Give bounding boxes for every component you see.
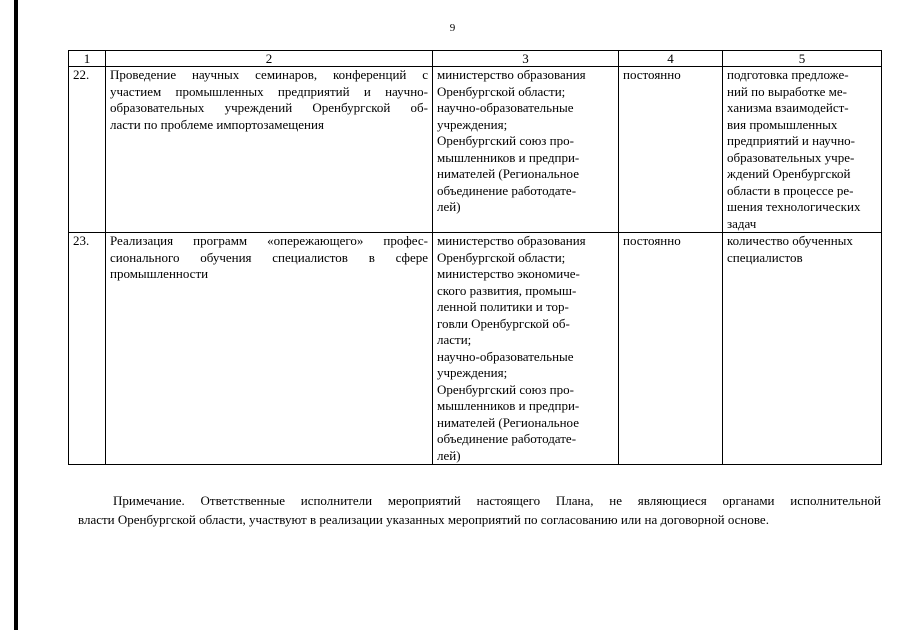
executor-line: говли Оренбургской об- (437, 315, 570, 331)
column-header-5: 5 (723, 51, 882, 67)
executor-line: ского развития, промыш- (437, 282, 577, 298)
column-header-3: 3 (433, 51, 619, 67)
executor-line: министерство образования (437, 67, 586, 82)
executor-line: учреждения; (437, 365, 508, 380)
execution-term: постоянно (619, 67, 723, 233)
executor-line: Оренбургской области; (437, 249, 566, 265)
measure-name-line: ласти по проблеме импортозамещения (110, 116, 324, 132)
executor-line: учреждения; (437, 116, 508, 132)
executor-line: министерство экономиче- (437, 266, 580, 281)
note-line: Примечание. Ответственные исполнители мероприятий настоящего Плана, не являющиеся органами исполнительной (113, 493, 881, 508)
page-number: 9 (449, 22, 456, 34)
execution-term: постоянно (619, 233, 723, 465)
responsible-executors (433, 67, 619, 233)
column-header-4: 4 (619, 51, 723, 67)
result-line: специалистов (727, 249, 803, 265)
executor-line: Оренбургский союз про- (437, 381, 574, 397)
executor-line: мышленников и предпри- (437, 149, 580, 165)
result-line: количество обученных (727, 233, 853, 248)
note-paragraph (78, 491, 881, 529)
executor-line: объединение работодате- (437, 182, 577, 198)
measure-name-line: промышленности (110, 266, 209, 281)
executor-line: нимателей (Региональное (437, 414, 579, 430)
measures-table (68, 50, 882, 465)
expected-result (723, 233, 882, 465)
executor-line: лей) (437, 447, 461, 463)
result-line: области в процессе ре- (727, 182, 854, 198)
result-line: ждений Оренбургской (727, 166, 851, 181)
measure-name-line: сионального обучения специалистов в сфере (110, 249, 428, 265)
row-number: 22. (69, 67, 106, 233)
measure-name (106, 233, 433, 465)
result-line: подготовка предложе- (727, 67, 849, 82)
measure-name-line: участием промышленных предприятий и научно- (110, 83, 428, 99)
table-row-23 (69, 233, 882, 465)
result-line: вия промышленных (727, 116, 838, 132)
executor-line: ласти; (437, 332, 472, 347)
executor-line: нимателей (Региональное (437, 166, 579, 181)
column-header-1: 1 (69, 51, 106, 67)
executor-line: научно-образовательные (437, 348, 574, 364)
executor-line: Оренбургской области; (437, 83, 566, 99)
result-line: ний по выработке ме- (727, 83, 847, 99)
measure-name (106, 67, 433, 233)
responsible-executors (433, 233, 619, 465)
scan-edge-bar (14, 0, 18, 630)
result-line: задач (727, 215, 757, 231)
result-line: образовательных учре- (727, 149, 855, 165)
expected-result (723, 67, 882, 233)
result-line: шения технологических (727, 199, 861, 214)
result-line: предприятий и научно- (727, 133, 856, 148)
executor-line: научно-образовательные (437, 100, 574, 115)
note-line: власти Оренбургской области, участвуют в реализации указанных мероприятий по согласованию или на договорной основе. (78, 512, 769, 527)
executor-line: ленной политики и тор- (437, 299, 569, 314)
column-header-2: 2 (106, 51, 433, 67)
executor-line: Оренбургский союз про- (437, 133, 574, 148)
measure-name-line: образовательных учреждений Оренбургской об- (110, 100, 428, 115)
measure-name-line: Проведение научных семинаров, конференций с (110, 67, 428, 82)
executor-line: мышленников и предпри- (437, 398, 580, 413)
table-header-row (69, 51, 882, 67)
table-row-22 (69, 67, 882, 233)
executor-line: лей) (437, 199, 461, 214)
result-line: ханизма взаимодейст- (727, 100, 849, 115)
row-number: 23. (69, 233, 106, 465)
measure-name-line: Реализация программ «опережающего» профес- (110, 233, 428, 248)
executor-line: объединение работодате- (437, 431, 577, 446)
executor-line: министерство образования (437, 233, 586, 248)
